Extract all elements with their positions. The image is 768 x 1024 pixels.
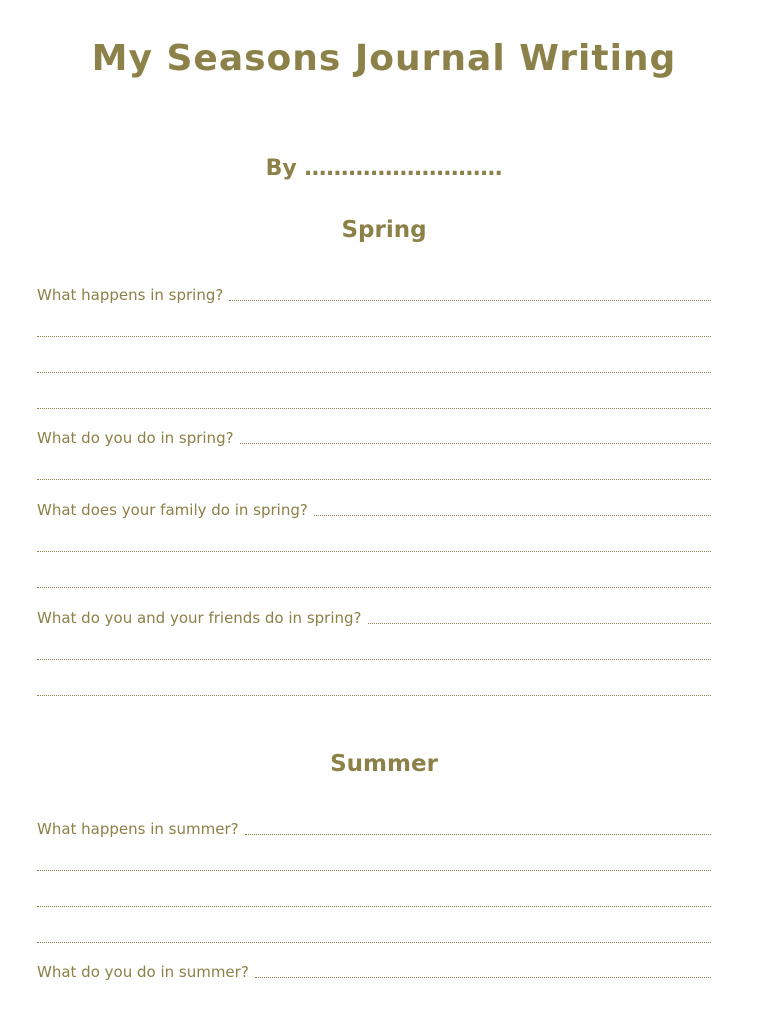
answer-line[interactable] xyxy=(37,551,711,552)
answer-line[interactable] xyxy=(255,977,711,978)
answer-line-row[interactable] xyxy=(37,319,711,341)
answer-line[interactable] xyxy=(37,870,711,871)
answer-line-row[interactable] xyxy=(37,355,711,377)
answer-line-row[interactable] xyxy=(37,853,711,875)
question-label: What happens in spring? xyxy=(37,286,224,304)
answer-line-row[interactable] xyxy=(37,925,711,947)
answer-line-row[interactable] xyxy=(37,889,711,911)
question-label: What does your family do in spring? xyxy=(37,501,308,519)
answer-line[interactable] xyxy=(368,623,712,624)
question-label: What happens in summer? xyxy=(37,820,239,838)
answer-line[interactable] xyxy=(245,834,711,835)
answer-line[interactable] xyxy=(240,443,711,444)
question-row-spring-family[interactable] xyxy=(37,498,711,520)
answer-line-row[interactable] xyxy=(37,534,711,556)
answer-line[interactable] xyxy=(37,479,711,480)
answer-line[interactable] xyxy=(37,408,711,409)
answer-line-row[interactable] xyxy=(37,678,711,700)
answer-line-row[interactable] xyxy=(37,642,711,664)
answer-line[interactable] xyxy=(37,695,711,696)
question-row-spring-friends[interactable] xyxy=(37,606,711,628)
answer-line[interactable] xyxy=(229,300,711,301)
answer-line[interactable] xyxy=(37,587,711,588)
question-row-spring-happens[interactable] xyxy=(37,283,711,305)
question-label: What do you do in spring? xyxy=(37,429,234,447)
question-row-summer-you-do[interactable] xyxy=(37,960,711,982)
section-heading-spring: Spring xyxy=(341,217,427,243)
answer-line[interactable] xyxy=(37,372,711,373)
question-row-spring-you-do[interactable] xyxy=(37,426,711,448)
section-heading-summer: Summer xyxy=(330,751,438,777)
answer-line[interactable] xyxy=(37,659,711,660)
answer-line-row[interactable] xyxy=(37,391,711,413)
answer-line[interactable] xyxy=(37,906,711,907)
page-title: My Seasons Journal Writing xyxy=(91,38,677,79)
author-byline: By ……………………… xyxy=(265,156,503,181)
question-label: What do you and your friends do in spring? xyxy=(37,609,362,627)
question-label: What do you do in summer? xyxy=(37,963,249,981)
answer-line-row[interactable] xyxy=(37,570,711,592)
question-row-summer-happens[interactable] xyxy=(37,817,711,839)
answer-line-row[interactable] xyxy=(37,462,711,484)
answer-line[interactable] xyxy=(37,336,711,337)
answer-line[interactable] xyxy=(314,515,711,516)
answer-line[interactable] xyxy=(37,942,711,943)
